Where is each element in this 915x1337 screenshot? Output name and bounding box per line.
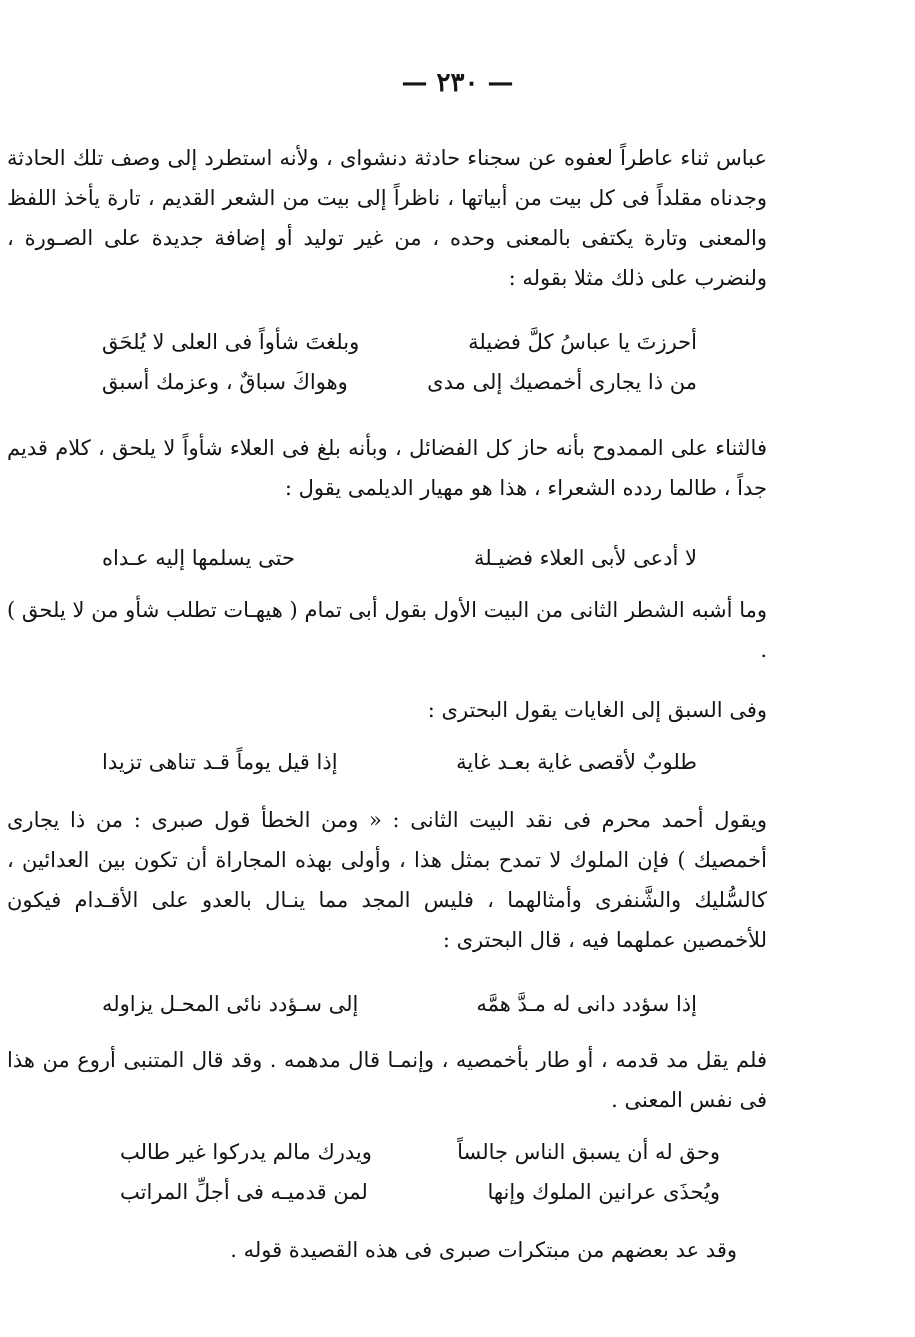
verse-first-hemistich: طلوبٌ لأقصى غاية بعـد غاية xyxy=(456,750,697,774)
paragraph-praise-commentary: فالثناء على الممدوح بأنه حاز كل الفضائل ، وبأنه بلغ فى العلاء شأواً لا يلحق ، كلام قديم جداً ، طالما ردده الشعراء ، هذا هو مهيار الديلمى يقول : xyxy=(7,436,767,500)
verse-first-hemistich: لا أدعى لأبى العلاء فضيـلة xyxy=(474,546,697,570)
verse-first-hemistich: إذا سؤدد دانى له مـدَّ همَّه xyxy=(476,992,697,1016)
verse-second-hemistich: إلى سـؤدد نائى المحـل يزاوله xyxy=(102,992,359,1016)
paragraph-closing: وقد عد بعضهم من مبتكرات صبرى فى هذه القصيدة قوله . xyxy=(230,1238,737,1262)
verse-line xyxy=(120,1172,720,1212)
verse-first-hemistich: من ذا يجارى أخمصيك إلى مدى xyxy=(427,370,697,394)
verse-second-hemistich: ويدرك مالم يدركوا غير طالب xyxy=(120,1140,372,1164)
verse-block-mutanabbi xyxy=(120,1132,720,1212)
verse-line xyxy=(120,1132,720,1172)
verse-line xyxy=(102,742,697,782)
verse-line xyxy=(102,538,697,578)
verse-block-buhturi-2 xyxy=(102,984,697,1024)
verse-first-hemistich: أحرزتَ يا عباسُ كلَّ فضيلة xyxy=(468,330,697,354)
paragraph-mutanabbi-intro: فلم يقل مد قدمه ، أو طار بأخمصيه ، وإنمـا قال مدهمه . وقد قال المتنبى أروع من هذا فى نفس المعنى . xyxy=(7,1048,767,1112)
verse-second-hemistich: وبلغتَ شأواً فى العلى لا يُلحَق xyxy=(102,330,360,354)
paragraph-muharram-critique: ويقول أحمد محرم فى نقد البيت الثانى : « ومن الخطأ قول صبرى : من ذا يجارى أخمصيك ) فإن الملوك لا تمدح بمثل هذا ، وأولى بهذه المجاراة أن تكون بين العدائين ، كالسُّليك والشَّنفرى وأمثالهما ، فليس المجد مما ينـال بالعدو على الأقـدام فيكون للأخمصين عملهما فيه ، قال البحترى : xyxy=(7,808,767,952)
paragraph-intro: عباس ثناء عاطراً لعفوه عن سجناء حادثة دنشواى ، ولأنه استطرد إلى وصف تلك الحادثة وجدناه مقلداً فى كل بيت من أبياتها ، ناظراً إلى بيت من الشعر القديم ، تارة يأخذ اللفظ والمعنى وتارة يكتفى بالمعنى وحده ، من غير توليد أو إضافة جديدة على الصـورة ، ولنضرب على ذلك مثلا بقوله : xyxy=(7,146,767,290)
verse-line xyxy=(102,322,697,362)
verse-first-hemistich: وحق له أن يسبق الناس جالساً xyxy=(457,1140,720,1164)
verse-second-hemistich: وهواكَ سباقٌ ، وعزمك أسبق xyxy=(102,370,348,394)
verse-block-abbas xyxy=(102,322,697,402)
page-number: — ٢٣٠ — xyxy=(401,68,514,98)
verse-line xyxy=(102,362,697,402)
verse-line xyxy=(102,984,697,1024)
verse-block-mihyar xyxy=(102,538,697,578)
paragraph-abu-tammam: وما أشبه الشطر الثانى من البيت الأول بقول أبى تمام ( هيهـات تطلب شأو من لا يلحق ) . xyxy=(7,598,767,662)
verse-first-hemistich: ويُحذَى عرانين الملوك وإنها xyxy=(487,1180,720,1204)
verse-block-buhturi-1 xyxy=(102,742,697,782)
verse-second-hemistich: إذا قيل يوماً قـد تناهى تزيدا xyxy=(102,750,338,774)
verse-second-hemistich: لمن قدميـه فى أجلِّ المراتب xyxy=(120,1180,368,1204)
verse-second-hemistich: حتى يسلمها إليه عـداه xyxy=(102,546,295,570)
paragraph-buhturi-intro: وفى السبق إلى الغايات يقول البحترى : xyxy=(427,698,767,722)
